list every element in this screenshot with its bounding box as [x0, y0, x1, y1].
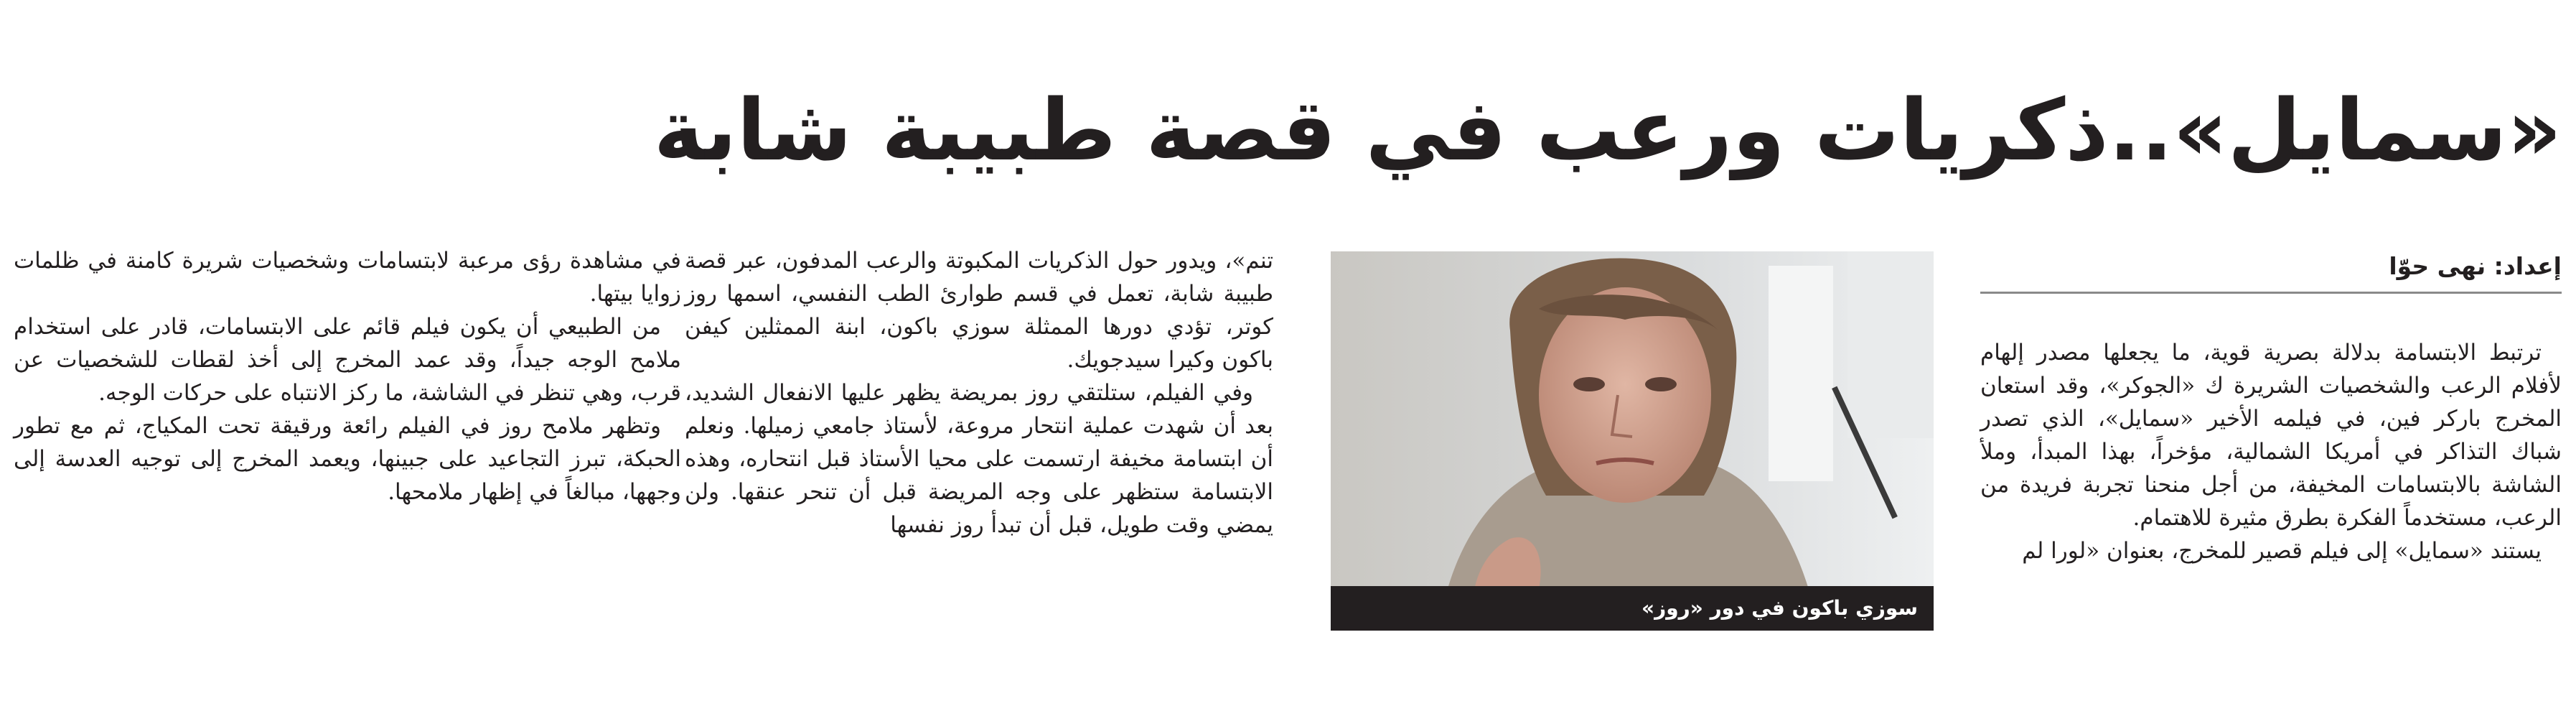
paragraph: وفي الفيلم، ستلتقي روز بمريضة يظهر عليها الانفعال الشديد، بعد أن شهدت عملية انتحار مروعة، لأستاذ جامعي زميلها. ونعلم أن ابتسامة مخيفة ارتسمت على محيا الأستاذ قبل انتحاره، وهذه الابتسامة ستظهر على وجه المريضة قبل أن تنحر عنقها. ولن يمضي وقت طويل، قبل أن تبدأ روز نفسها	[685, 380, 1273, 538]
photo-caption: سوزي باكون في دور «روز»	[1331, 586, 1934, 631]
paragraph: من الطبيعي أن يكون فيلم قائم على الابتسامات، قادر على استخدام ملامح الوجه جيداً، وقد عمد المخرج إلى أخذ لقطات للشخصيات عن قرب، وهي تنظر في الشاشة، ما ركز الانتباه على حركات الوجه.	[14, 314, 681, 406]
paragraph: وتظهر ملامح روز في الفيلم رائعة ورقيقة تحت المكياج، ثم مع تطور الحبكة، تبرز التجاعيد على جبينها، ويعمد المخرج إلى توجيه العدسة إلى وجهها، مبالغاً في إظهار ملامحها.	[14, 413, 681, 505]
headline: «سمايل»..ذكريات ورعب في قصة طبيبة شابة	[653, 80, 2562, 180]
paragraph: يستند «سمايل» إلى فيلم قصير للمخرج، بعنوان «لورا لم	[2022, 538, 2542, 564]
article-photo	[1331, 251, 1934, 631]
paragraph: في مشاهدة رؤى مرعبة لابتسامات وشخصيات شريرة كامنة في ظلمات زوايا بيتها.	[14, 248, 681, 307]
paragraph: تنم»، ويدور حول الذكريات المكبوتة والرعب المدفون، عبر قصة طبيبة شابة، تعمل في قسم طوارئ الطب النفسي، اسمها روز كوتر، تؤدي دورها الممثلة سوزي باكون، ابنة الممثلين كيفن باكون وكيرا سيدجويك.	[685, 248, 1273, 373]
portrait-illustration	[1331, 251, 1934, 631]
paragraph: ترتبط الابتسامة بدلالة بصرية قوية، ما يجعلها مصدر إلهام لأفلام الرعب والشخصيات الشريرة ك «الجوكر»، وقد استعان المخرج باركر فين، في فيلمه الأخير «سمايل»، الذي تصدر شباك التذاكر في أمريكا الشمالية، مؤخراً، بهذا المبدأ، وملأ الشاشة بالابتسامات المخيفة، من أجل منحنا تجربة فريدة من الرعب، مستخدماً الفكرة بطرق مثيرة للاهتمام.	[1980, 340, 2562, 531]
article-column-3	[14, 244, 681, 509]
article-column-2	[685, 244, 1273, 542]
article-column-1	[1980, 336, 2562, 567]
byline: إعداد: نهى حوّا	[1980, 241, 2562, 294]
